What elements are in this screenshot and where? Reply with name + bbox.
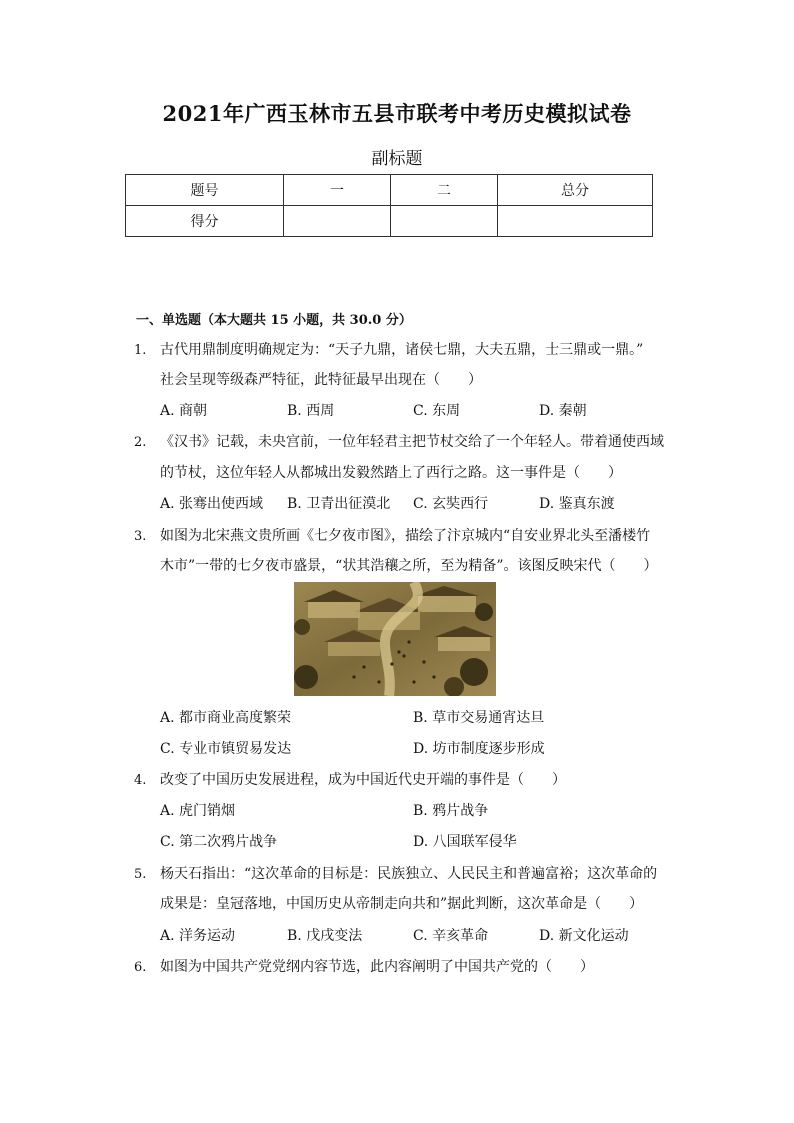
question-text: 如图为北宋燕文贵所画《七夕夜市图》，描绘了汴京城内“自安业界北头至潘楼竹	[160, 528, 651, 544]
painting-image	[294, 582, 496, 696]
score-input-cell[interactable]	[284, 206, 391, 237]
question-number: 3.	[134, 529, 147, 544]
question-text: 社会呈现等级森严特征，此特征最早出现在（ ）	[160, 372, 482, 388]
question-text: 《汉书》记载，未央宫前，一位年轻君主把节杖交给了一个年轻人。带着通使西域	[160, 434, 664, 450]
question-text: 的节杖，这位年轻人从都城出发毅然踏上了西行之路。这一事件是（ ）	[160, 465, 622, 481]
option-a[interactable]: A. 张骞出使西域	[160, 496, 264, 512]
option-c[interactable]: C. 东周	[413, 403, 461, 419]
score-table-row	[126, 206, 653, 237]
score-cell: 二	[391, 175, 498, 206]
option-b[interactable]: B. 卫青出征漠北	[287, 496, 391, 512]
option-b[interactable]: B. 草市交易通宵达旦	[413, 710, 545, 726]
option-c[interactable]: C. 专业市镇贸易发达	[160, 741, 292, 757]
option-c[interactable]: C. 玄奘西行	[413, 496, 489, 512]
score-table-row	[126, 175, 653, 206]
option-b[interactable]: B. 西周	[287, 403, 335, 419]
option-a[interactable]: A. 洋务运动	[160, 928, 236, 944]
question-text: 杨天石指出：“这次革命的目标是：民族独立、人民民主和普遍富裕；这次革命的	[160, 866, 658, 882]
score-input-cell[interactable]	[498, 206, 653, 237]
option-d[interactable]: D. 秦朝	[539, 403, 587, 419]
question-number: 4.	[134, 773, 147, 788]
option-d[interactable]: D. 鉴真东渡	[539, 496, 615, 512]
section-heading: 一、单选题（本大题共 15 小题，共 30.0 分）	[136, 313, 412, 328]
qixi-night-market-painting	[294, 582, 496, 696]
question-text: 古代用鼎制度明确规定为：“天子九鼎，诸侯七鼎，大夫五鼎，士三鼎或一鼎。”	[160, 342, 644, 358]
question-text: 如图为中国共产党党纲内容节选，此内容阐明了中国共产党的（ ）	[160, 959, 594, 975]
score-cell: 一	[284, 175, 391, 206]
question-number: 6.	[134, 960, 147, 975]
option-c[interactable]: C. 第二次鸦片战争	[160, 834, 278, 850]
score-table	[125, 174, 653, 237]
question-number: 5.	[134, 867, 147, 882]
question-text: 改变了中国历史发展进程，成为中国近代史开端的事件是（ ）	[160, 772, 566, 788]
score-cell: 得分	[126, 206, 284, 237]
score-cell: 总分	[498, 175, 653, 206]
option-b[interactable]: B. 戊戌变法	[287, 928, 363, 944]
option-c[interactable]: C. 辛亥革命	[413, 928, 489, 944]
score-input-cell[interactable]	[391, 206, 498, 237]
score-cell: 题号	[126, 175, 284, 206]
option-a[interactable]: A. 都市商业高度繁荣	[160, 710, 292, 726]
question-text: 成果是：皇冠落地，中国历史从帝制走向共和”据此判断，这次革命是（ ）	[160, 896, 644, 912]
option-d[interactable]: D. 新文化运动	[539, 928, 629, 944]
page-subtitle: 副标题	[371, 149, 423, 169]
question-number: 2.	[134, 435, 147, 450]
option-a[interactable]: A. 商朝	[160, 403, 208, 419]
question-number: 1.	[134, 343, 147, 358]
page-title: 2021年广西玉林市五县市联考中考历史模拟试卷	[162, 101, 632, 126]
question-text: 木市”一带的七夕夜市盛景，“状其浩穰之所，至为精备”。该图反映宋代（ ）	[160, 558, 658, 574]
option-d[interactable]: D. 八国联军侵华	[413, 834, 517, 850]
option-d[interactable]: D. 坊市制度逐步形成	[413, 741, 545, 757]
option-a[interactable]: A. 虎门销烟	[160, 803, 236, 819]
option-b[interactable]: B. 鸦片战争	[413, 803, 489, 819]
